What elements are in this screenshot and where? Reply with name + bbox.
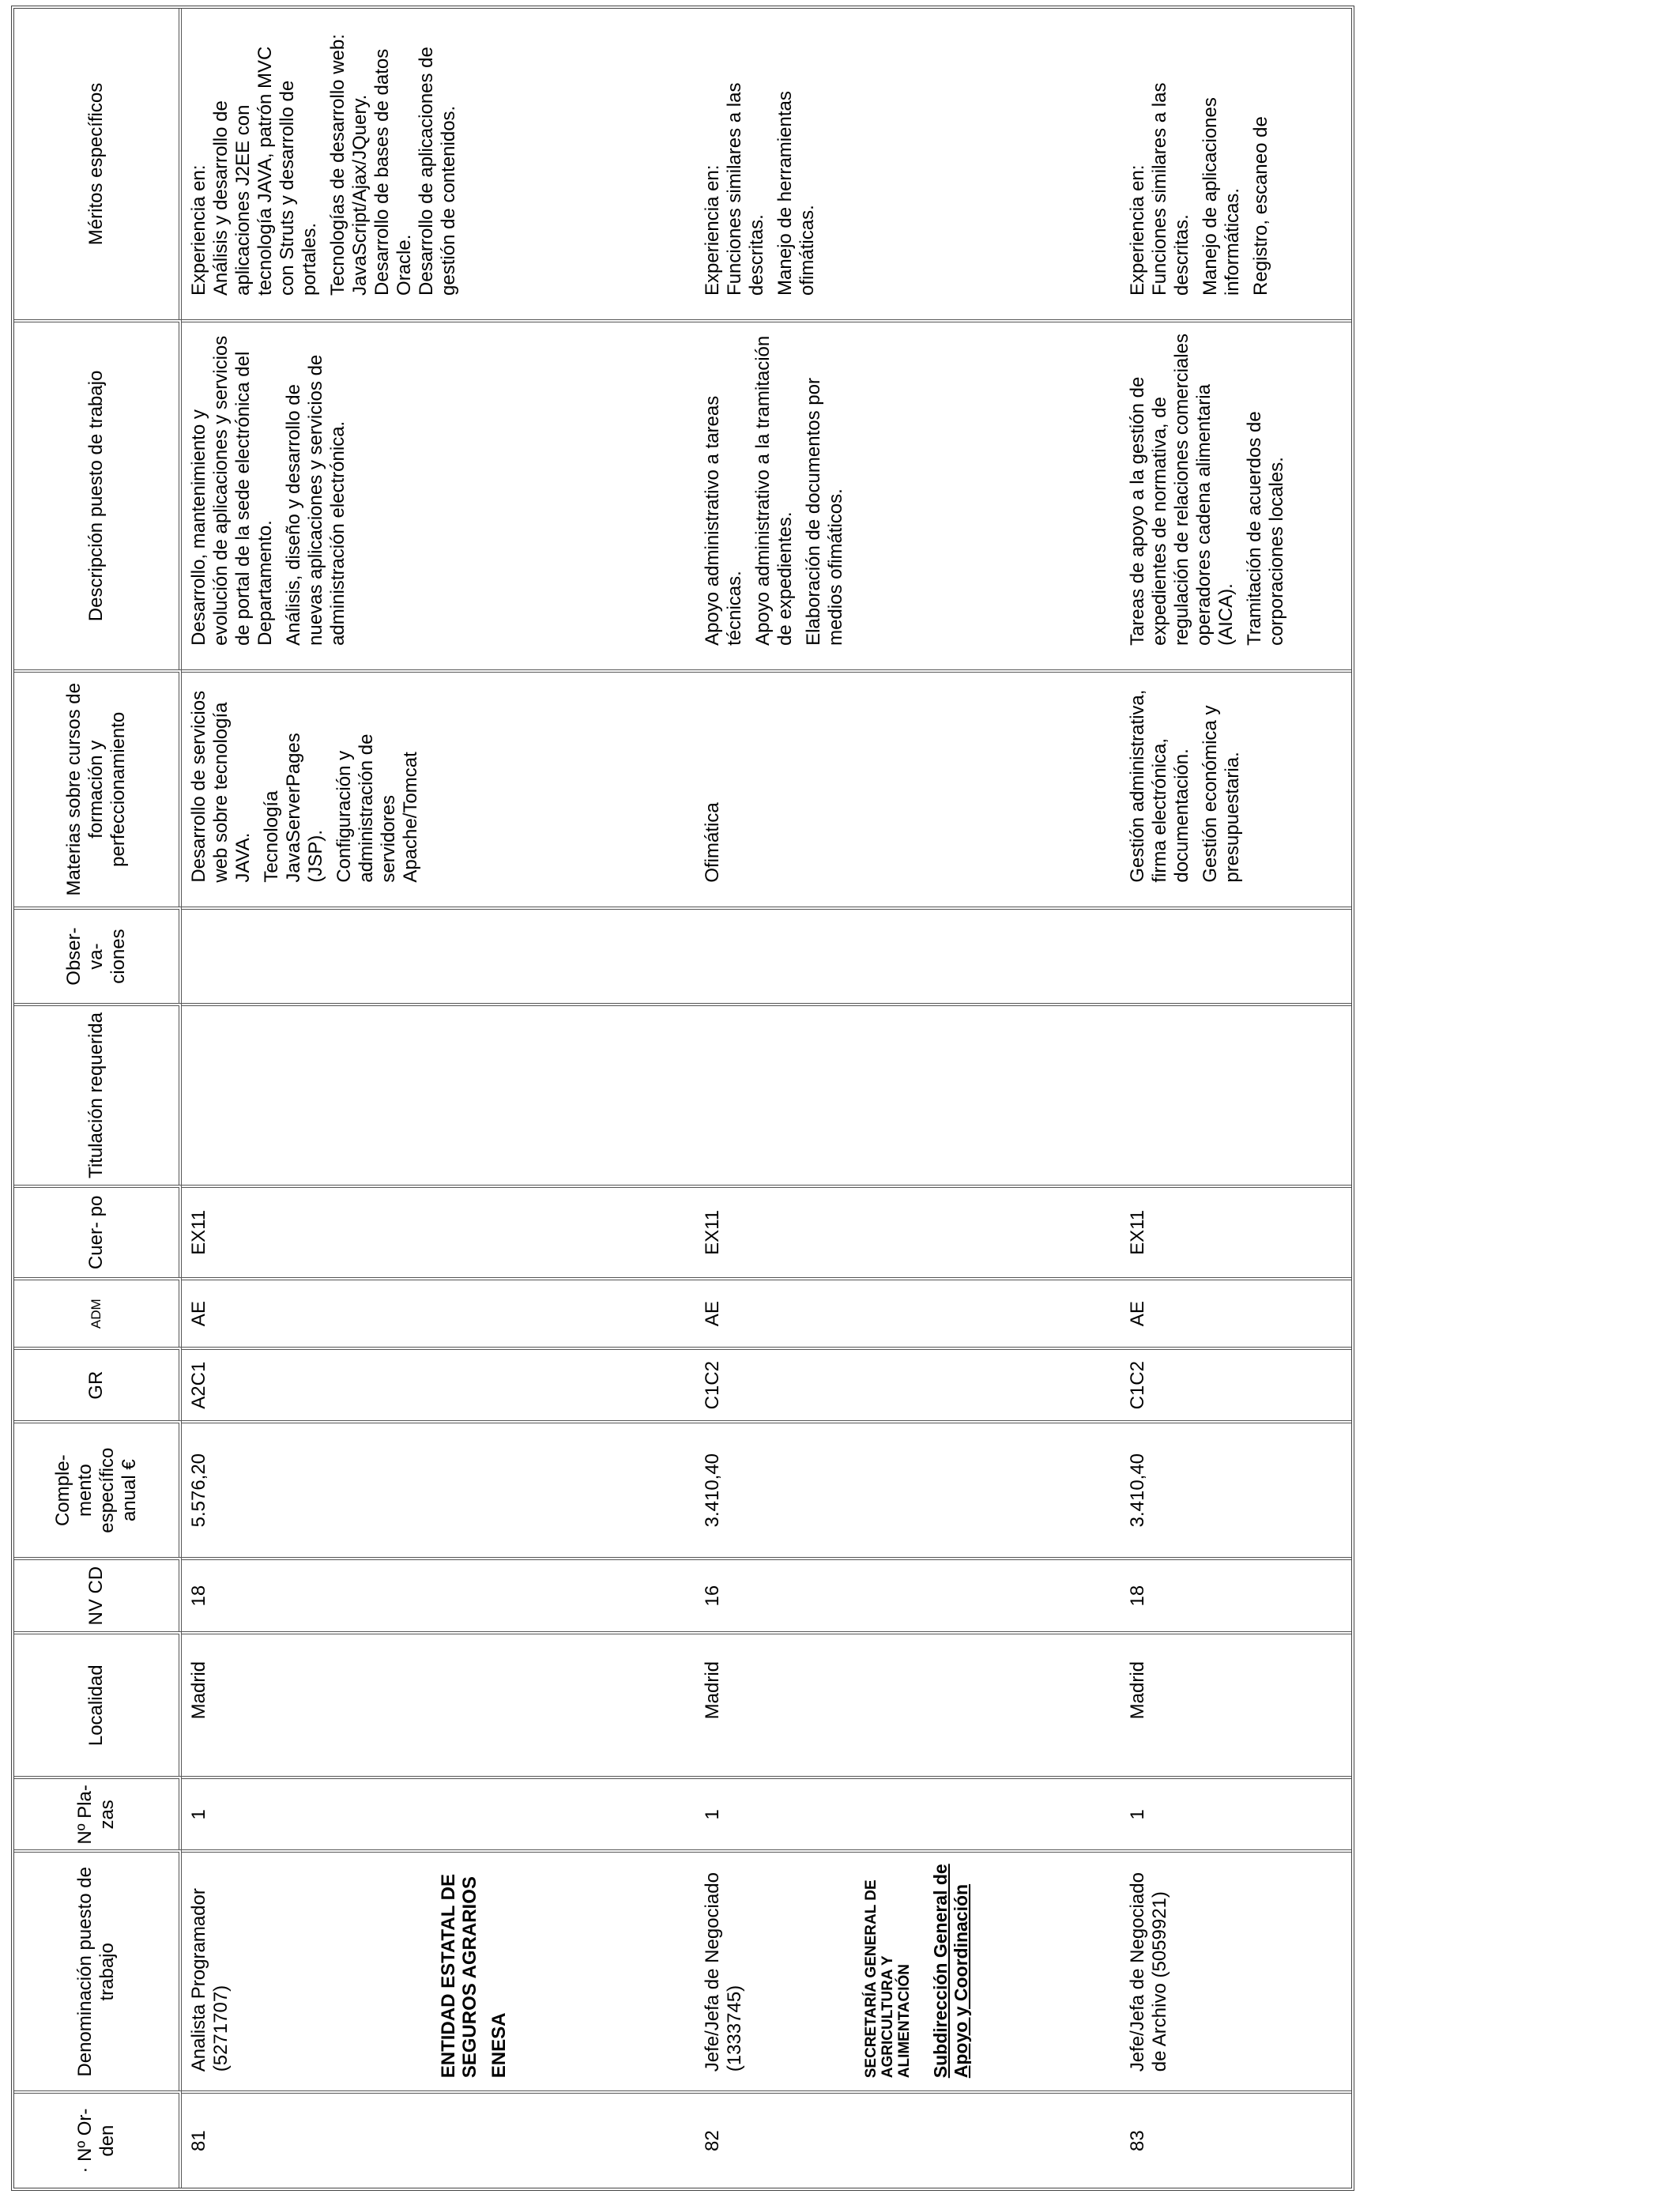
table-cell: Madrid — [188, 1661, 209, 1720]
col-denominacion — [182, 1849, 1351, 2090]
header-complemento: Comple- mento específico anual € — [14, 1420, 182, 1557]
table-cell: 1 — [1127, 1809, 1148, 1820]
list-item: Manejo de herramientas ofimáticas. — [774, 91, 818, 296]
list-item: Tramitación de acuerdos de corporaciones locales. — [1244, 411, 1287, 646]
header-meritos: Méritos específicos — [14, 9, 182, 319]
table-cell: AE — [702, 1301, 723, 1327]
list-item: Configuración y administración de servidores Apache/Tomcat — [333, 733, 421, 883]
col-meritos — [182, 9, 1351, 319]
entity-heading — [438, 1857, 527, 2078]
col-adm — [182, 1277, 1351, 1347]
col-orden — [182, 2090, 1351, 2188]
table-cell: AE — [188, 1301, 209, 1327]
table-cell: 16 — [702, 1585, 723, 1607]
header-observaciones: Obser- va- ciones — [14, 907, 182, 1004]
col-cuerpo — [182, 1185, 1351, 1278]
table-cell — [702, 327, 853, 646]
header-plazas: Nº Pla- zas — [14, 1776, 182, 1849]
table-cell: 18 — [188, 1585, 209, 1607]
table-cell: 5.576,20 — [188, 1453, 209, 1528]
table-cell: Madrid — [702, 1661, 723, 1720]
entity-acronym: ENESA — [488, 2012, 510, 2079]
table-cell: 82 — [702, 2130, 723, 2151]
list-item: Tecnología JavaServerPages (JSP). — [261, 733, 326, 883]
table-cell — [1127, 677, 1250, 883]
list-item: Ofimática — [702, 802, 723, 883]
header-adm: ADM — [14, 1277, 182, 1347]
table-cell: 3.410,40 — [1127, 1453, 1148, 1528]
header-denominacion: Denominación puesto de trabajo — [14, 1849, 182, 2090]
table-cell — [188, 327, 356, 646]
table-cell: 18 — [1127, 1585, 1148, 1607]
table-cell: A2C1 — [188, 1361, 209, 1409]
list-item: Desarrollo, mantenimiento y evolución de aplicaciones y servicios de portal de la sede electrónica del Departamento. — [188, 335, 276, 646]
table-cell — [1127, 327, 1294, 646]
col-complemento — [182, 1420, 1351, 1557]
list-item: Desarrollo de aplicaciones de gestión de contenidos. — [416, 47, 459, 296]
table-cell — [188, 677, 428, 883]
table-body — [182, 9, 1351, 2188]
table-cell: Jefe/Jefa de Negociado (1333745) — [702, 1872, 745, 2072]
col-grupo — [182, 1347, 1351, 1420]
table-cell: Madrid — [1127, 1661, 1148, 1720]
header-grupo: GR — [14, 1347, 182, 1420]
list-item: Desarrollo de servicios web sobre tecnología JAVA. — [188, 690, 254, 883]
list-item: Apoyo administrativo a la tramitación de expedientes. — [752, 335, 796, 646]
list-item: Tecnologías de desarrollo web: JavaScript/Ajax/JQuery. — [327, 34, 371, 296]
col-nivel — [182, 1557, 1351, 1631]
subdirectorate-name: Subdirección General de Apoyo y Coordinación — [930, 1864, 971, 2079]
table-cell: 1 — [188, 1809, 209, 1820]
list-item: Gestión administrativa, firma electrónica, documentación. — [1127, 689, 1192, 883]
header-descripcion: Descripción puesto de trabajo — [14, 319, 182, 669]
header-orden: · Nº Or- den — [14, 2090, 182, 2188]
col-observaciones — [182, 907, 1351, 1004]
list-item: Funciones similares a las descritas. — [724, 82, 767, 296]
job-positions-table — [11, 6, 1354, 2191]
col-titulacion — [182, 1003, 1351, 1184]
table-cell: C1C2 — [702, 1361, 723, 1410]
table-cell: Jefe/Jefa de Negociado de Archivo (5059921) — [1127, 1872, 1170, 2072]
table-cell: EX11 — [1127, 1209, 1148, 1255]
table-cell: C1C2 — [1127, 1361, 1148, 1410]
header-localidad: Localidad — [14, 1631, 182, 1776]
header-nivel: NV CD — [14, 1557, 182, 1631]
entity-name: ENTIDAD ESTATAL DE SEGUROS AGRARIOS — [438, 1874, 480, 2079]
list-item: Funciones similares a las descritas. — [1149, 82, 1192, 296]
list-item: Análisis y desarrollo de aplicaciones J2EE con tecnología JAVA, patrón MVC con Struts y desarrollo de portales. — [210, 46, 320, 296]
list-item: Análisis, diseño y desarrollo de nuevas aplicaciones y servicios de administración electrónica. — [283, 354, 348, 646]
header-titulacion: Titulación requerida — [14, 1003, 182, 1184]
entity-heading — [863, 1857, 989, 2078]
list-item: Experiencia en: — [1127, 164, 1148, 296]
col-plazas — [182, 1776, 1351, 1849]
table-cell: 1 — [702, 1809, 723, 1820]
table-cell: EX11 — [702, 1209, 723, 1255]
header-cuerpo: Cuer- po — [14, 1185, 182, 1278]
list-item: Apoyo administrativo a tareas técnicas. — [702, 395, 745, 646]
list-item: Manejo de aplicaciones informáticas. — [1200, 97, 1243, 296]
table-cell: EX11 — [188, 1209, 209, 1255]
list-item: Registro, escaneo de — [1250, 116, 1271, 296]
table-cell: AE — [1127, 1301, 1148, 1327]
list-item: Elaboración de documentos por medios ofimáticos. — [803, 378, 846, 646]
table-cell: Analista Programador (5271707) — [188, 1888, 232, 2072]
entity-name: SECRETARÍA GENERAL DE AGRICULTURA Y ALIMENTACIÓN — [863, 1879, 913, 2079]
table-cell — [188, 13, 466, 296]
header-materias: Materias sobre cursos de formación y perfeccionamiento — [14, 669, 182, 907]
table-cell: 81 — [188, 2130, 209, 2151]
col-materias — [182, 669, 1351, 907]
col-localidad — [182, 1631, 1351, 1776]
list-item: Desarrollo de bases de datos Oracle. — [371, 48, 415, 296]
table-cell: 3.410,40 — [702, 1453, 723, 1528]
table-cell — [1127, 13, 1279, 296]
table-cell — [702, 13, 825, 296]
list-item: Tareas de apoyo a la gestión de expedientes de normativa, de regulación de relaciones comerciales operadores cadena alimentaria (AICA). — [1127, 334, 1237, 646]
list-item: Experiencia en: — [702, 164, 723, 296]
col-descripcion — [182, 319, 1351, 669]
table-cell — [702, 677, 730, 883]
list-item: Experiencia en: — [188, 164, 209, 296]
table-cell: 83 — [1127, 2130, 1148, 2151]
header-row — [14, 9, 182, 2188]
list-item: Gestión económica y presupuestaria. — [1200, 705, 1243, 883]
